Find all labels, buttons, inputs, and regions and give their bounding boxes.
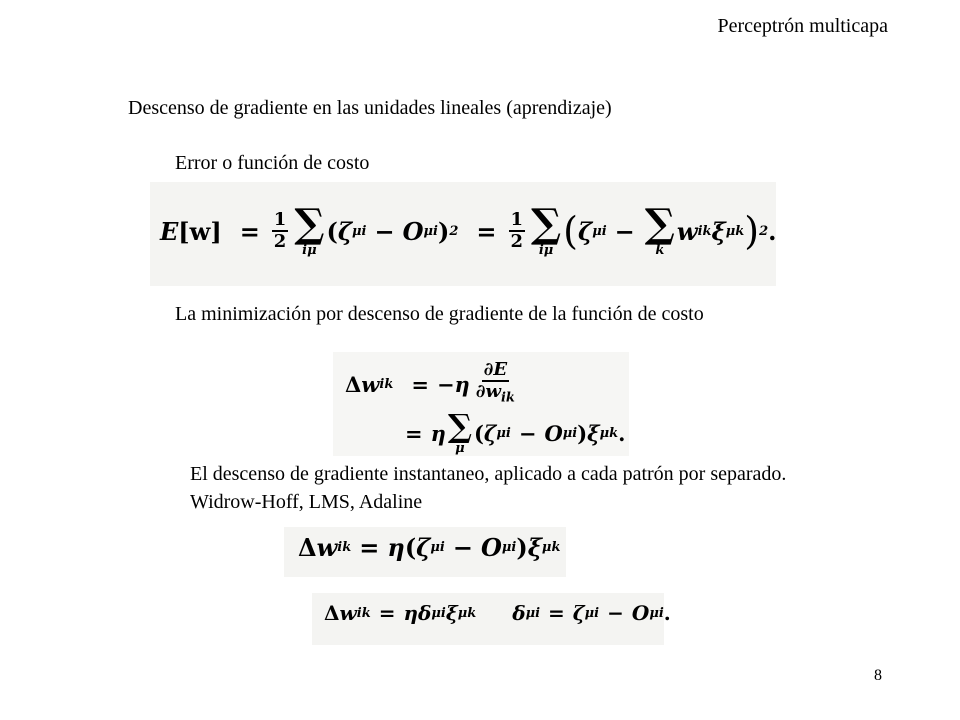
- cost-function-equation: E [ w ] = $\frac{1}{2}$ ∑ iμ ( ζ μ i − O μ i ) 2 = $\frac{1}{2}$ ∑ iμ ( ζ μ i − ∑ k w ik ξ μ k ) 2 .: [150, 182, 776, 286]
- slide-header: Perceptrón multicapa: [717, 15, 888, 37]
- section-title: Descenso de gradiente en las unidades lineales (aprendizaje): [128, 97, 612, 119]
- instantaneous-rule-equation: Δ w ik = η ( ζ μ i − O μ i ) ξ μ k: [284, 527, 566, 577]
- methods-label: Widrow-Hoff, LMS, Adaline: [190, 491, 423, 513]
- page-number: 8: [874, 667, 882, 684]
- delta-rule-equation: Δ w ik = ηδ μ i ξ μ k δ μ i = ζ μ i − O μ i .: [312, 593, 664, 645]
- gradient-descent-equation: Δ w ik = − η $\frac{\partial E}{\partial w_{ik}}$ = η ∑ μ ( ζ μ i − O μ i ) ξ μ k .: [333, 352, 629, 456]
- cost-function-label: Error o función de costo: [175, 152, 370, 174]
- minimization-label: La minimización por descenso de gradiente de la función de costo: [175, 303, 704, 325]
- instantaneous-descent-label: El descenso de gradiente instantaneo, aplicado a cada patrón por separado.: [190, 463, 787, 485]
